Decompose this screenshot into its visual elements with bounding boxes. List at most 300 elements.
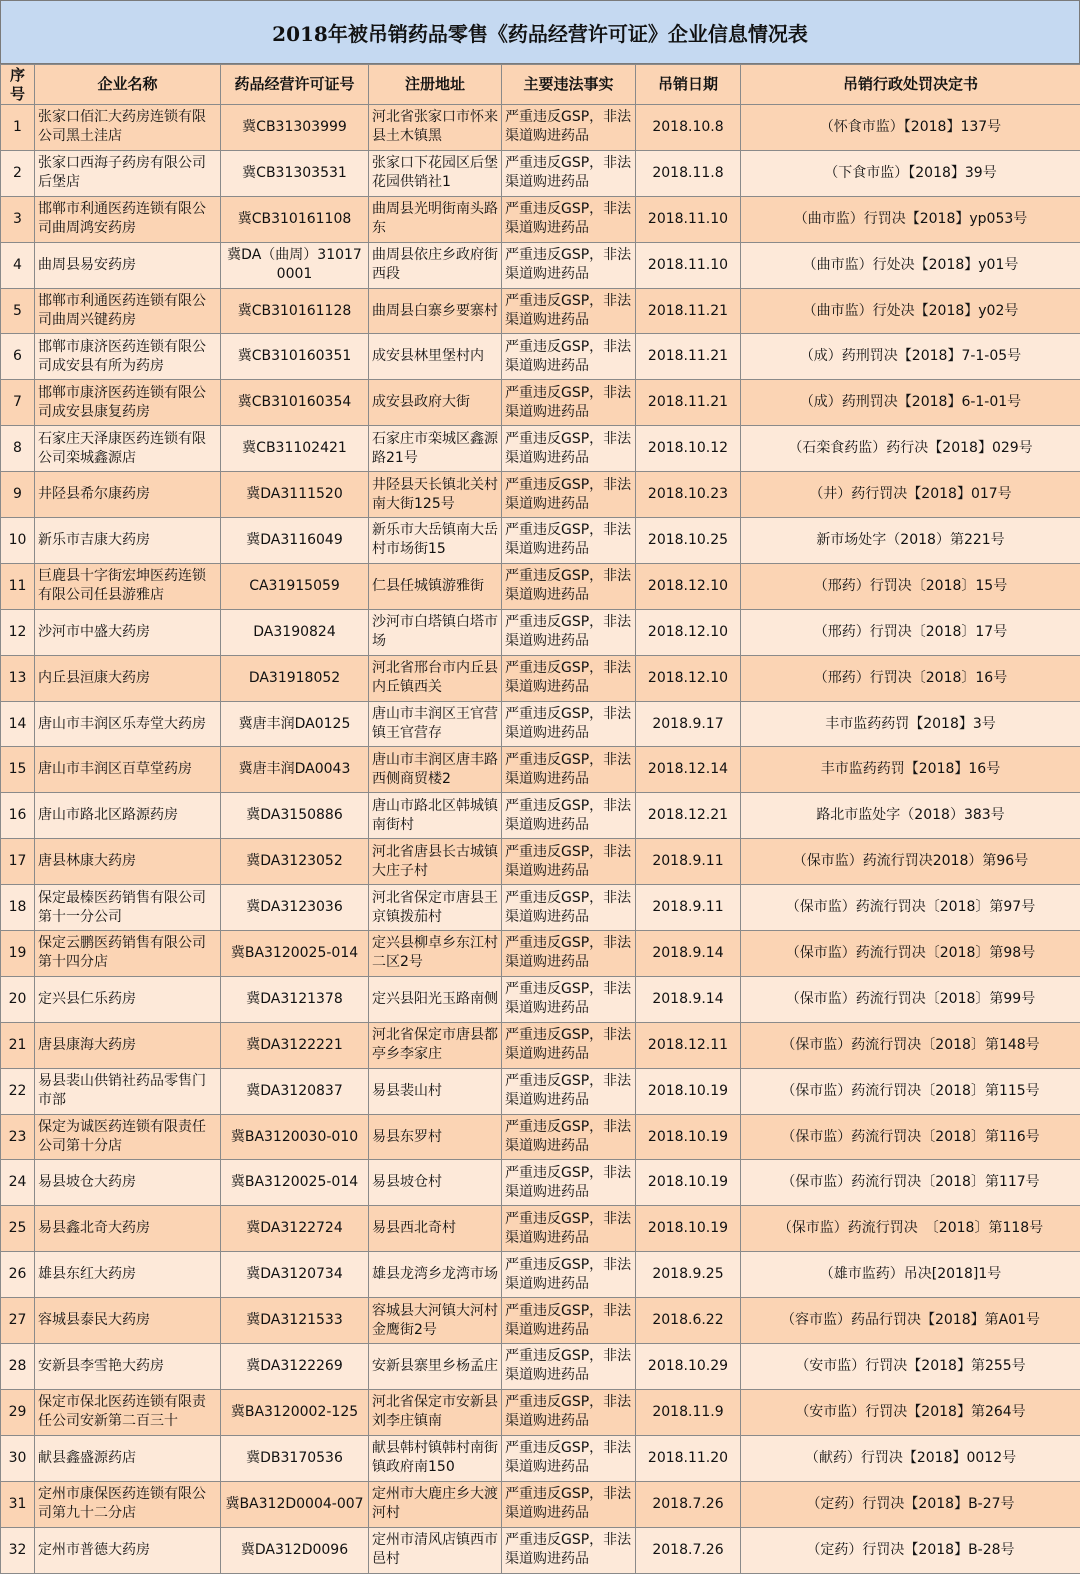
revocation-date: 2018.10.19: [647, 1082, 729, 1099]
revocation-date: 2018.7.26: [652, 1495, 724, 1512]
penalty-decision-cell: [741, 105, 1080, 151]
company-name: 沙河市中盛大药房: [38, 623, 150, 640]
revocation-date: 2018.12.10: [647, 577, 729, 594]
violation-fact-cell: [502, 609, 636, 655]
violation-fact-cell: [502, 885, 636, 931]
registered-address-cell: [369, 1527, 502, 1573]
violation-fact-cell: [502, 1252, 636, 1298]
registered-address: 石家庄市栾城区鑫源路21号: [372, 430, 498, 466]
company-name-cell: [35, 1344, 221, 1390]
revocation-date: 2018.10.23: [647, 486, 729, 503]
license-number-cell: [221, 976, 369, 1022]
revocation-date: 2018.9.11: [652, 853, 724, 870]
license-number: 冀BA3120025-014: [230, 1174, 359, 1191]
penalty-decision-cell: [741, 1160, 1080, 1206]
license-number: 冀CB31102421: [242, 440, 347, 457]
license-number: 冀唐丰润DA0043: [238, 761, 351, 778]
company-name: 邯郸市康济医药连锁有限公司成安县有所为药房: [38, 338, 206, 374]
company-name-cell: [35, 976, 221, 1022]
row-number: 20: [8, 990, 27, 1007]
company-name-cell: [35, 1252, 221, 1298]
license-number-cell: [221, 1298, 369, 1344]
registered-address: 曲周县光明街南头路东: [372, 201, 498, 237]
revocation-date: 2018.9.17: [652, 715, 724, 732]
registered-address: 定州市大鹿庄乡大渡河村: [372, 1486, 498, 1522]
revocation-date-cell: [636, 380, 741, 426]
row-number-cell: [1, 793, 35, 839]
penalty-decision-cell: [741, 793, 1080, 839]
violation-fact-cell: [502, 1206, 636, 1252]
registered-address-cell: [369, 334, 502, 380]
registered-address: 井陉县天长镇北关村南大街125号: [372, 476, 498, 512]
row-number-cell: [1, 1206, 35, 1252]
revocation-date: 2018.9.11: [652, 899, 724, 916]
table-row: [1, 839, 1080, 885]
row-number-cell: [1, 1252, 35, 1298]
violation-fact: 严重违反GSP，非法渠道购进药品: [505, 1532, 632, 1568]
header-no: 序号: [1, 65, 35, 105]
registered-address: 易县东罗村: [372, 1128, 442, 1145]
row-number-cell: [1, 563, 35, 609]
penalty-decision: （成）药刑罚决【2018】7-1-05号: [799, 348, 1022, 365]
penalty-decision-cell: [741, 1481, 1080, 1527]
license-number-cell: [221, 885, 369, 931]
company-name: 内丘县洹康大药房: [38, 669, 150, 686]
violation-fact: 严重违反GSP，非法渠道购进药品: [505, 155, 632, 191]
violation-fact-cell: [502, 1344, 636, 1390]
revocation-date-cell: [636, 1389, 741, 1435]
penalty-decision: （定药）行罚决【2018】B-27号: [806, 1495, 1015, 1512]
penalty-decision: （保市监）药流行罚决 〔2018〕第118号: [777, 1220, 1044, 1237]
row-number-cell: [1, 380, 35, 426]
company-name: 唐县康海大药房: [38, 1036, 136, 1053]
revocation-date-cell: [636, 288, 741, 334]
company-name: 保定云鹏医药销售有限公司第十四分店: [38, 935, 206, 971]
revocation-date-cell: [636, 334, 741, 380]
row-number: 9: [13, 486, 22, 503]
registered-address: 河北省保定市安新县刘李庄镇南: [372, 1394, 498, 1430]
registered-address: 易县西北奇村: [372, 1220, 456, 1237]
violation-fact-cell: [502, 1068, 636, 1114]
violation-fact-cell: [502, 1160, 636, 1206]
registered-address-cell: [369, 976, 502, 1022]
revocation-date-cell: [636, 1481, 741, 1527]
registered-address-cell: [369, 242, 502, 288]
violation-fact-cell: [502, 1114, 636, 1160]
registered-address-cell: [369, 426, 502, 472]
row-number: 19: [8, 944, 27, 961]
revocation-date: 2018.12.21: [647, 807, 729, 824]
company-name: 保定最榛医药销售有限公司第十一分公司: [38, 889, 206, 925]
row-number: 21: [8, 1036, 27, 1053]
violation-fact-cell: [502, 150, 636, 196]
company-name: 邯郸市利通医药连锁有限公司曲周鸿安药房: [38, 201, 206, 237]
license-number-cell: [221, 1206, 369, 1252]
license-number-cell: [221, 426, 369, 472]
penalty-decision: （下食市监）【2018】39号: [824, 164, 997, 181]
registered-address-cell: [369, 1022, 502, 1068]
revocation-date-cell: [636, 747, 741, 793]
penalty-decision-cell: [741, 701, 1080, 747]
license-number-cell: [221, 793, 369, 839]
license-number: 冀DA3120734: [246, 1266, 343, 1283]
penalty-decision-cell: [741, 1527, 1080, 1573]
row-number: 4: [13, 256, 22, 273]
company-name-cell: [35, 1206, 221, 1252]
registered-address-cell: [369, 1435, 502, 1481]
registered-address: 易县裴山村: [372, 1082, 442, 1099]
revocation-date-cell: [636, 1344, 741, 1390]
license-number-cell: [221, 1160, 369, 1206]
registered-address: 曲周县依庄乡政府街西段: [372, 247, 498, 283]
row-number: 31: [8, 1495, 27, 1512]
row-number: 2: [13, 164, 22, 181]
violation-fact: 严重违反GSP，非法渠道购进药品: [505, 751, 632, 787]
license-number-cell: [221, 747, 369, 793]
license-number: 冀DA3150886: [246, 807, 343, 824]
revocation-date-cell: [636, 1022, 741, 1068]
row-number-cell: [1, 1068, 35, 1114]
company-name-cell: [35, 518, 221, 564]
company-name: 易县鑫北奇大药房: [38, 1220, 150, 1237]
registered-address: 唐山市丰润区王官营镇王官营存: [372, 706, 498, 742]
table-row: [1, 196, 1080, 242]
row-number: 18: [8, 899, 27, 916]
revocation-date: 2018.10.25: [647, 531, 729, 548]
revocation-date-cell: [636, 1252, 741, 1298]
license-number-cell: [221, 1252, 369, 1298]
violation-fact: 严重违反GSP，非法渠道购进药品: [505, 384, 632, 420]
registered-address: 成安县政府大街: [372, 394, 470, 411]
registered-address-cell: [369, 747, 502, 793]
penalty-decision-cell: [741, 288, 1080, 334]
table-row: [1, 1527, 1080, 1573]
penalty-decision: （定药）行罚决【2018】B-28号: [806, 1541, 1015, 1558]
registered-address: 河北省保定市唐县王京镇拨茄村: [372, 889, 498, 925]
revocation-date-cell: [636, 1527, 741, 1573]
license-number: 冀DA3116049: [246, 531, 343, 548]
violation-fact-cell: [502, 1481, 636, 1527]
revocation-date: 2018.10.8: [652, 118, 724, 135]
revocation-date-cell: [636, 426, 741, 472]
row-number: 13: [8, 669, 27, 686]
header-name: 企业名称: [35, 65, 221, 105]
registered-address: 易县坡仓村: [372, 1174, 442, 1191]
revocation-date-cell: [636, 518, 741, 564]
revocation-date-cell: [636, 1114, 741, 1160]
row-number: 11: [8, 577, 27, 594]
penalty-decision-cell: [741, 472, 1080, 518]
row-number: 8: [13, 440, 22, 457]
company-name: 张家口西海子药房有限公司后堡店: [38, 155, 206, 191]
company-name-cell: [35, 1527, 221, 1573]
penalty-decision-cell: [741, 931, 1080, 977]
company-name: 唐山市丰润区乐寿堂大药房: [38, 715, 206, 732]
revocation-date: 2018.9.25: [652, 1266, 724, 1283]
revocation-date: 2018.9.14: [652, 944, 724, 961]
revocation-date-cell: [636, 1160, 741, 1206]
penalty-decision-cell: [741, 1068, 1080, 1114]
table-row: [1, 1160, 1080, 1206]
revocation-date: 2018.10.29: [647, 1357, 729, 1374]
company-name-cell: [35, 931, 221, 977]
company-name-cell: [35, 472, 221, 518]
license-number-cell: [221, 150, 369, 196]
row-number: 3: [13, 210, 22, 227]
penalty-decision: （成）药刑罚决【2018】6-1-01号: [799, 394, 1022, 411]
company-name: 定兴县仁乐药房: [38, 990, 136, 1007]
license-number-cell: [221, 472, 369, 518]
registered-address-cell: [369, 1252, 502, 1298]
revocation-date: 2018.11.21: [647, 394, 729, 411]
penalty-decision-cell: [741, 196, 1080, 242]
company-name-cell: [35, 655, 221, 701]
license-number-cell: [221, 518, 369, 564]
row-number: 5: [13, 302, 22, 319]
violation-fact: 严重违反GSP，非法渠道购进药品: [505, 109, 632, 145]
registered-address-cell: [369, 701, 502, 747]
row-number: 12: [8, 623, 27, 640]
violation-fact: 严重违反GSP，非法渠道购进药品: [505, 1486, 632, 1522]
violation-fact-cell: [502, 196, 636, 242]
license-number: 冀CB31303999: [242, 118, 347, 135]
violation-fact-cell: [502, 1435, 636, 1481]
license-number-cell: [221, 701, 369, 747]
penalty-decision: 丰市监药药罚【2018】3号: [825, 715, 996, 732]
violation-fact: 严重违反GSP，非法渠道购进药品: [505, 1073, 632, 1109]
penalty-decision-cell: [741, 1206, 1080, 1252]
penalty-decision-cell: [741, 1389, 1080, 1435]
company-name: 容城县泰民大药房: [38, 1312, 150, 1329]
violation-fact-cell: [502, 793, 636, 839]
revocation-date-cell: [636, 1298, 741, 1344]
registered-address-cell: [369, 1206, 502, 1252]
revocation-date: 2018.12.10: [647, 623, 729, 640]
row-number: 26: [8, 1266, 27, 1283]
table-row: [1, 609, 1080, 655]
penalty-decision-cell: [741, 380, 1080, 426]
revocation-date: 2018.7.26: [652, 1541, 724, 1558]
row-number-cell: [1, 747, 35, 793]
company-name-cell: [35, 1298, 221, 1344]
registered-address-cell: [369, 839, 502, 885]
license-number-cell: [221, 1022, 369, 1068]
license-number: 冀DA3121378: [246, 990, 343, 1007]
license-number: 冀CB310161128: [237, 302, 352, 319]
company-name: 保定为诚医药连锁有限责任公司第十分店: [38, 1119, 206, 1155]
license-number-cell: [221, 839, 369, 885]
revocation-date-cell: [636, 472, 741, 518]
row-number-cell: [1, 105, 35, 151]
company-name: 易县裴山供销社药品零售门市部: [38, 1073, 206, 1109]
penalty-decision: （保市监）药流行罚决〔2018〕第98号: [785, 944, 1036, 961]
violation-fact: 严重违反GSP，非法渠道购进药品: [505, 568, 632, 604]
row-number: 28: [8, 1357, 27, 1374]
violation-fact: 严重违反GSP，非法渠道购进药品: [505, 293, 632, 328]
row-number: 10: [8, 531, 27, 548]
revocation-date: 2018.11.10: [647, 256, 729, 273]
company-name-cell: [35, 609, 221, 655]
violation-fact: 严重违反GSP，非法渠道购进药品: [505, 1119, 632, 1155]
license-number: 冀BA312D0004-007: [225, 1495, 364, 1512]
enterprise-table: [0, 64, 1080, 1574]
table-row: [1, 242, 1080, 288]
penalty-decision: （邢药）行罚决〔2018〕15号: [813, 577, 1008, 594]
penalty-decision: （邢药）行罚决〔2018〕17号: [813, 623, 1008, 640]
table-row: [1, 1298, 1080, 1344]
violation-fact: 严重违反GSP，非法渠道购进药品: [505, 660, 632, 696]
violation-fact-cell: [502, 1389, 636, 1435]
penalty-decision: （雄市监药）吊决[2018]1号: [819, 1266, 1002, 1283]
row-number-cell: [1, 150, 35, 196]
penalty-decision: 丰市监药药罚【2018】16号: [820, 761, 1001, 778]
row-number-cell: [1, 196, 35, 242]
revocation-date: 2018.10.12: [647, 440, 729, 457]
table-row: [1, 426, 1080, 472]
company-name-cell: [35, 334, 221, 380]
penalty-decision-cell: [741, 242, 1080, 288]
company-name-cell: [35, 242, 221, 288]
registered-address-cell: [369, 1481, 502, 1527]
company-name-cell: [35, 839, 221, 885]
violation-fact: 严重违反GSP，非法渠道购进药品: [505, 614, 632, 650]
registered-address-cell: [369, 1068, 502, 1114]
registered-address-cell: [369, 793, 502, 839]
row-number: 29: [8, 1403, 27, 1420]
company-name-cell: [35, 563, 221, 609]
violation-fact-cell: [502, 839, 636, 885]
revocation-date-cell: [636, 563, 741, 609]
license-number-cell: [221, 1068, 369, 1114]
registered-address: 定兴县柳卓乡东江村二区2号: [372, 935, 498, 971]
header-date: 吊销日期: [636, 65, 741, 105]
registered-address-cell: [369, 196, 502, 242]
license-number-cell: [221, 1481, 369, 1527]
company-name-cell: [35, 1481, 221, 1527]
row-number-cell: [1, 288, 35, 334]
table-row: [1, 1114, 1080, 1160]
registered-address: 河北省保定市唐县都亭乡李家庄: [372, 1027, 498, 1063]
registered-address-cell: [369, 1114, 502, 1160]
company-name-cell: [35, 1389, 221, 1435]
revocation-date: 2018.11.21: [647, 302, 729, 319]
company-name-cell: [35, 1160, 221, 1206]
registered-address-cell: [369, 563, 502, 609]
company-name: 新乐市吉康大药房: [38, 531, 150, 548]
violation-fact-cell: [502, 105, 636, 151]
table-row: [1, 1022, 1080, 1068]
penalty-decision: （邢药）行罚决〔2018〕16号: [813, 669, 1008, 686]
company-name: 唐县林康大药房: [38, 853, 136, 870]
row-number-cell: [1, 242, 35, 288]
row-number-cell: [1, 518, 35, 564]
penalty-decision: （曲市监）行罚决【2018】yp053号: [793, 210, 1028, 227]
violation-fact: 严重违反GSP，非法渠道购进药品: [505, 889, 632, 925]
row-number-cell: [1, 1435, 35, 1481]
revocation-date-cell: [636, 150, 741, 196]
license-number: 冀DA3122221: [246, 1036, 343, 1053]
company-name-cell: [35, 196, 221, 242]
company-name: 张家口佰汇大药房连锁有限公司黑土洼店: [38, 109, 206, 145]
violation-fact: 严重违反GSP，非法渠道购进药品: [505, 1302, 632, 1338]
violation-fact-cell: [502, 288, 636, 334]
revocation-date: 2018.10.19: [647, 1220, 729, 1237]
penalty-decision-cell: [741, 1114, 1080, 1160]
license-number: 冀BA3120030-010: [230, 1128, 359, 1145]
license-number: 冀DA3121533: [246, 1312, 343, 1329]
violation-fact-cell: [502, 334, 636, 380]
penalty-decision-cell: [741, 885, 1080, 931]
violation-fact: 严重违反GSP，非法渠道购进药品: [505, 1348, 632, 1384]
penalty-decision-cell: [741, 1298, 1080, 1344]
table-row: [1, 1389, 1080, 1435]
table-row: [1, 747, 1080, 793]
violation-fact: 严重违反GSP，非法渠道购进药品: [505, 1210, 632, 1246]
registered-address: 献县韩村镇韩村南街镇政府南150: [372, 1440, 498, 1476]
table-row: [1, 976, 1080, 1022]
penalty-decision-cell: [741, 609, 1080, 655]
penalty-decision: （井）药行罚决【2018】017号: [809, 486, 1012, 503]
violation-fact-cell: [502, 472, 636, 518]
row-number: 30: [8, 1449, 27, 1466]
license-number: DA31918052: [248, 669, 341, 686]
row-number: 17: [8, 853, 27, 870]
license-number: 冀DA3122724: [246, 1220, 343, 1237]
license-number-cell: [221, 1435, 369, 1481]
violation-fact-cell: [502, 563, 636, 609]
row-number-cell: [1, 1022, 35, 1068]
row-number-cell: [1, 1114, 35, 1160]
revocation-date-cell: [636, 839, 741, 885]
row-number-cell: [1, 976, 35, 1022]
license-number: 冀DA3123036: [246, 899, 343, 916]
penalty-decision-cell: [741, 976, 1080, 1022]
company-name: 雄县东红大药房: [38, 1266, 136, 1283]
license-number-cell: [221, 609, 369, 655]
company-name-cell: [35, 150, 221, 196]
violation-fact-cell: [502, 380, 636, 426]
row-number: 27: [8, 1312, 27, 1329]
registered-address-cell: [369, 472, 502, 518]
violation-fact-cell: [502, 242, 636, 288]
company-name: 巨鹿县十字街宏坤医药连锁有限公司任县游雅店: [38, 568, 206, 604]
penalty-decision: （石栾食药监）药行决【2018】029号: [788, 440, 1033, 457]
registered-address-cell: [369, 1298, 502, 1344]
license-number-cell: [221, 655, 369, 701]
penalty-decision-cell: [741, 150, 1080, 196]
revocation-date-cell: [636, 1068, 741, 1114]
revocation-date-cell: [636, 609, 741, 655]
penalty-decision-cell: [741, 839, 1080, 885]
license-number: 冀DA3123052: [246, 853, 343, 870]
license-number: 冀BA3120025-014: [230, 944, 359, 961]
penalty-decision-cell: [741, 747, 1080, 793]
license-number: CA31915059: [249, 577, 340, 594]
registered-address: 雄县龙湾乡龙湾市场: [372, 1266, 498, 1283]
revocation-date: 2018.12.11: [647, 1036, 729, 1053]
row-number: 32: [8, 1541, 27, 1558]
revocation-date-cell: [636, 793, 741, 839]
row-number-cell: [1, 609, 35, 655]
violation-fact-cell: [502, 1298, 636, 1344]
row-number-cell: [1, 1527, 35, 1573]
violation-fact: 严重违反GSP，非法渠道购进药品: [505, 797, 632, 833]
row-number: 1: [13, 118, 22, 135]
table-row: [1, 1252, 1080, 1298]
revocation-date-cell: [636, 976, 741, 1022]
table-row: [1, 655, 1080, 701]
table-row: [1, 472, 1080, 518]
